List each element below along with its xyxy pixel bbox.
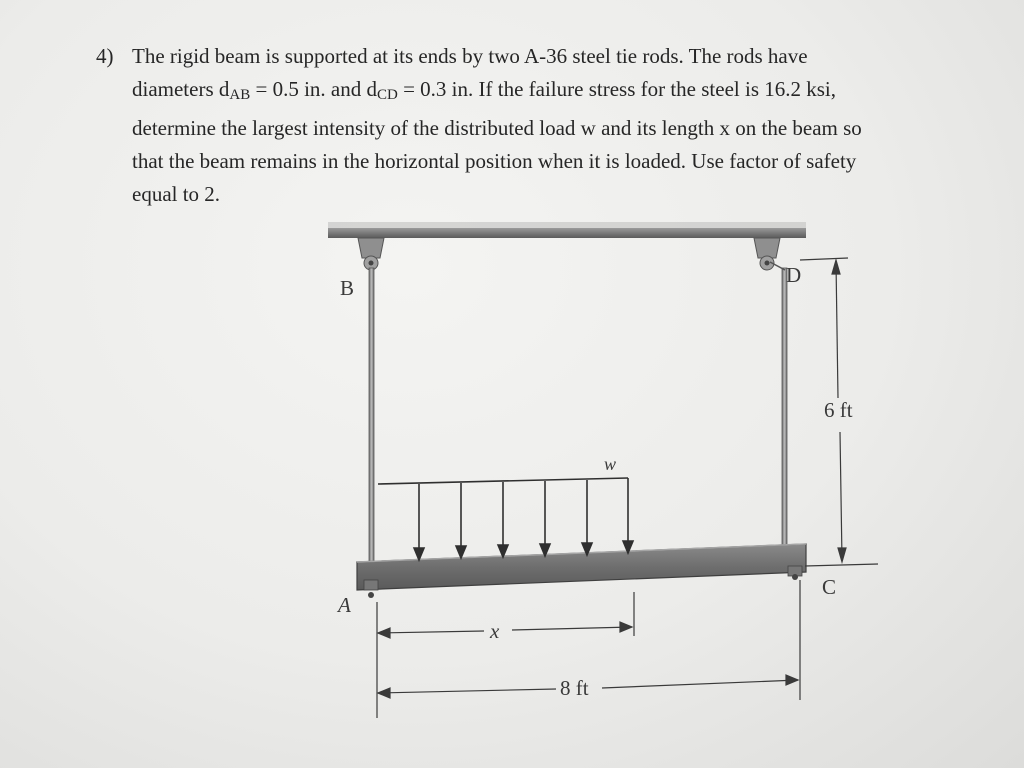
problem-number: 4) xyxy=(96,44,114,68)
ceiling-support xyxy=(328,228,806,238)
load-arrow xyxy=(623,478,633,553)
label-x: x xyxy=(490,619,500,643)
pin-bracket-b xyxy=(358,238,384,270)
label-c: C xyxy=(822,575,837,599)
label-a: A xyxy=(338,593,351,617)
distributed-load xyxy=(378,478,633,560)
label-6ft: 6 ft xyxy=(824,398,853,422)
problem-line-1: 4) The rigid beam is supported at its ends by two A-36 steel tie rods. The rods have xyxy=(96,40,976,73)
load-arrow xyxy=(414,484,424,560)
label-8ft: 8 ft xyxy=(560,676,589,700)
problem-line-3: determine the largest intensity of the distributed load w and its length x on the beam so xyxy=(132,116,862,140)
load-arrow xyxy=(540,481,550,556)
load-arrow xyxy=(582,480,592,555)
problem-line-5: equal to 2. xyxy=(132,182,221,206)
load-arrow xyxy=(498,482,508,557)
problem-line-2: diameters $d_{AB} = 0.5$ in. and $d_{CD} = 0.3$ in. If the failure stress for the steel is 16.2 ksi, xyxy=(132,77,836,103)
rod-ab xyxy=(369,268,374,566)
rod-cd xyxy=(782,268,787,550)
label-d: D xyxy=(786,263,802,287)
problem-line-4: that the beam remains in the horizontal position when it is loaded. Use factor of safety xyxy=(132,149,857,173)
label-b: B xyxy=(340,276,355,300)
rigid-beam xyxy=(357,544,806,590)
label-w: w xyxy=(604,454,617,474)
load-arrow xyxy=(456,483,466,558)
